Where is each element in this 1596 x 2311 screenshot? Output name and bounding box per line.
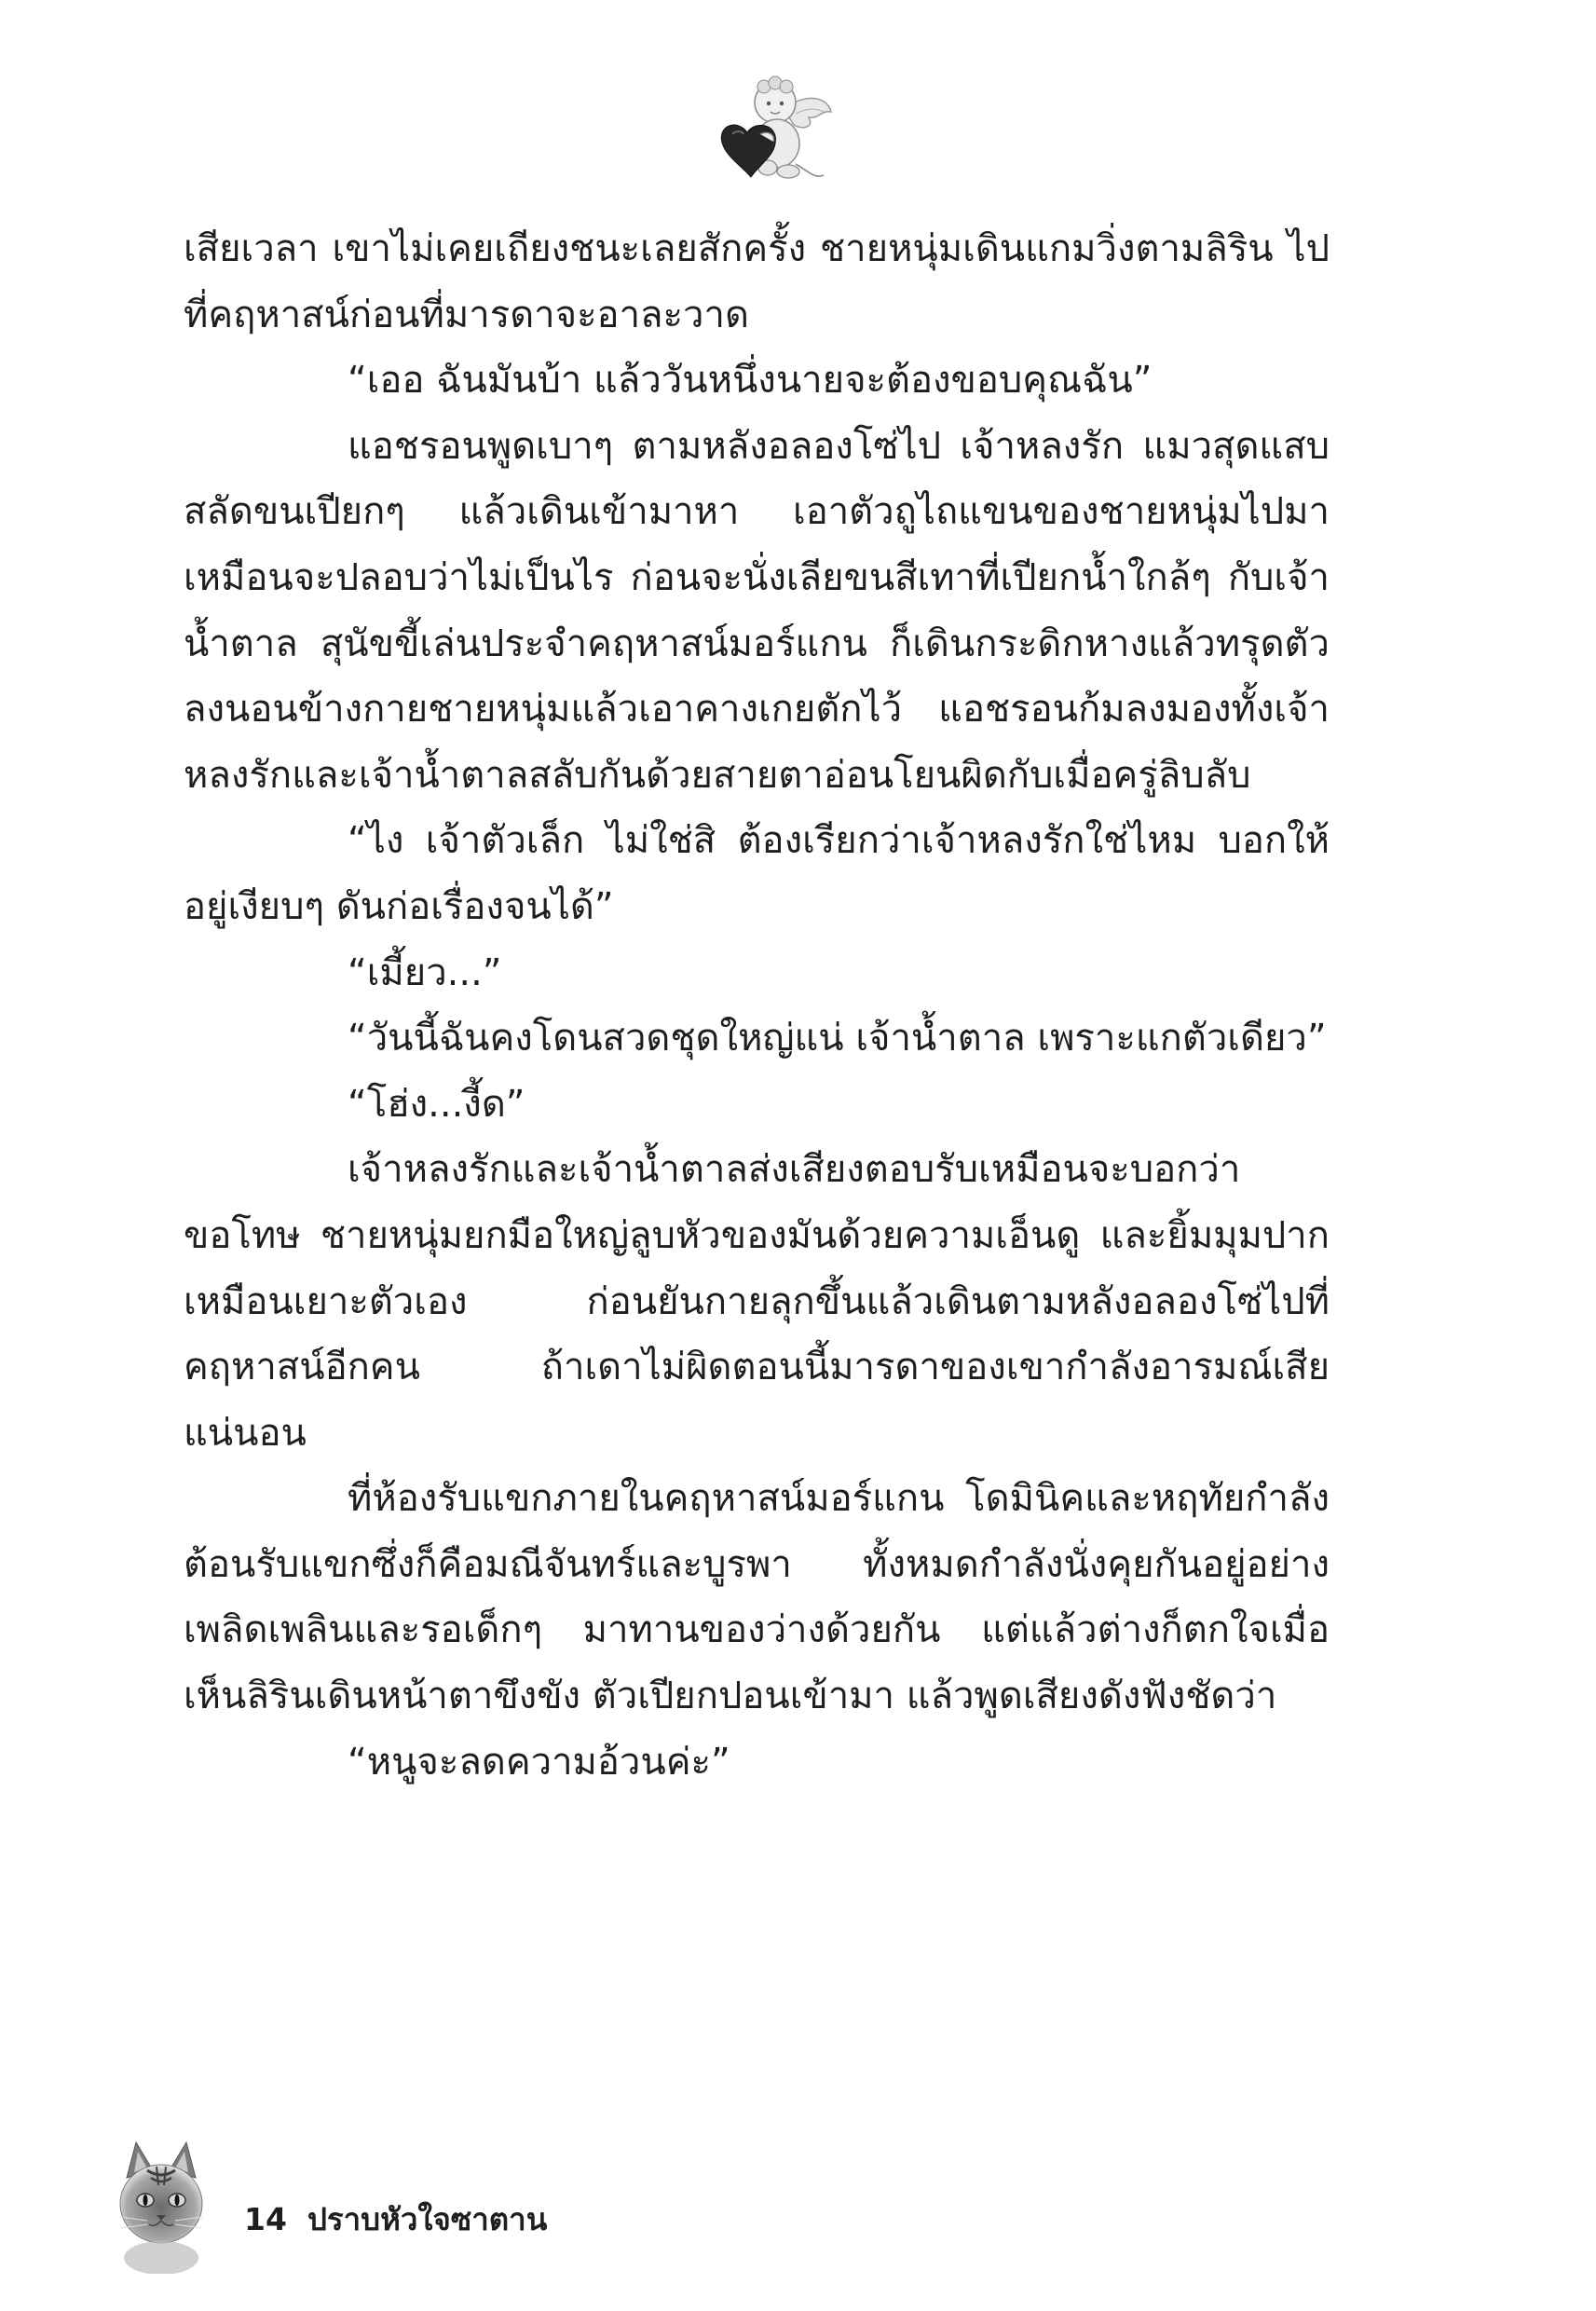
paragraph: เสียเวลา เขาไม่เคยเถียงชนะเลยสักครั้ง ชายหนุ่มเดินแกมวิ่งตามลิริน ไปที่คฤหาสน์ก่อนที่มารดาจะอาละวาด (184, 227, 1330, 336)
paragraph: “โฮ่ง...งี้ด” (348, 1082, 525, 1126)
paragraph: แอชรอนพูดเบาๆ ตามหลังอลองโซ่ไป เจ้าหลงรัก แมวสุดแสบสลัดขนเปียกๆ แล้วเดินเข้ามาหา เอาตัวถูไถแขนของชายหนุ่มไปมาเหมือนจะปลอบว่าไม่เป็นไร ก่อนจะนั่งเลียขนสีเทาที่เปียกน้ำใกล้ๆ กับเจ้าน้ำตาล สุนัขขี้เล่นประจำคฤหาสน์มอร์แกน ก็เดินกระดิกหางแล้วทรุดตัวลงนอนข้างกายชายหนุ่มแล้วเอาคางเกยตักไว้ แอชรอนก้มลงมองทั้งเจ้าหลงรักและเจ้าน้ำตาลสลับกันด้วยสายตาอ่อนโยนผิดกับเมื่อครู่ลิบลับ (184, 424, 1330, 797)
page-footer (244, 2201, 547, 2238)
body-text (184, 216, 1330, 1795)
paragraph: เจ้าหลงรักและเจ้าน้ำตาลส่งเสียงตอบรับเหมือนจะบอกว่าขอโทษ ชายหนุ่มยกมือใหญ่ลูบหัวของมันด้วยความเอ็นดู และยิ้มมุมปากเหมือนเยาะตัวเอง ก่อนยันกายลุกขึ้นแล้วเดินตามหลังอลองโซ่ไปที่คฤหาสน์อีกคน ถ้าเดาไม่ผิดตอนนี้มารดาของเขากำลังอารมณ์เสียแน่นอน (184, 1148, 1330, 1455)
paragraph: “วันนี้ฉันคงโดนสวดชุดใหญ่แน่ เจ้าน้ำตาล เพราะแกตัวเดียว” (348, 1017, 1327, 1060)
cat-portrait-icon (110, 2139, 212, 2274)
paragraph: ที่ห้องรับแขกภายในคฤหาสน์มอร์แกน โดมินิคและหฤทัยกำลังต้อนรับแขกซึ่งก็คือมณีจันทร์และบูรพา ทั้งหมดกำลังนั่งคุยกันอยู่อย่างเพลิดเพลินและรอเด็กๆ มาทานของว่างด้วยกัน แต่แล้วต่างก็ตกใจเมื่อเห็นลิรินเดินหน้าตาขึงขัง ตัวเปียกปอนเข้ามา แล้วพูดเสียงดังฟังชัดว่า (184, 1477, 1330, 1718)
paragraph: “ไง เจ้าตัวเล็ก ไม่ใช่สิ ต้องเรียกว่าเจ้าหลงรักใช่ไหม บอกให้อยู่เงียบๆ ดันก่อเรื่องจนได้” (184, 819, 1330, 928)
paragraph: “เมี้ยว...” (348, 950, 502, 994)
book-title: ปราบหัวใจซาตาน (307, 2201, 548, 2237)
paragraph: “เออ ฉันมันบ้า แล้ววันหนึ่งนายจะต้องขอบคุณฉัน” (348, 359, 1153, 403)
cupid-with-heart-icon (699, 75, 839, 186)
paragraph: “หนูจะลดความอ้วนค่ะ” (348, 1740, 730, 1784)
page-number: 14 (244, 2201, 287, 2237)
